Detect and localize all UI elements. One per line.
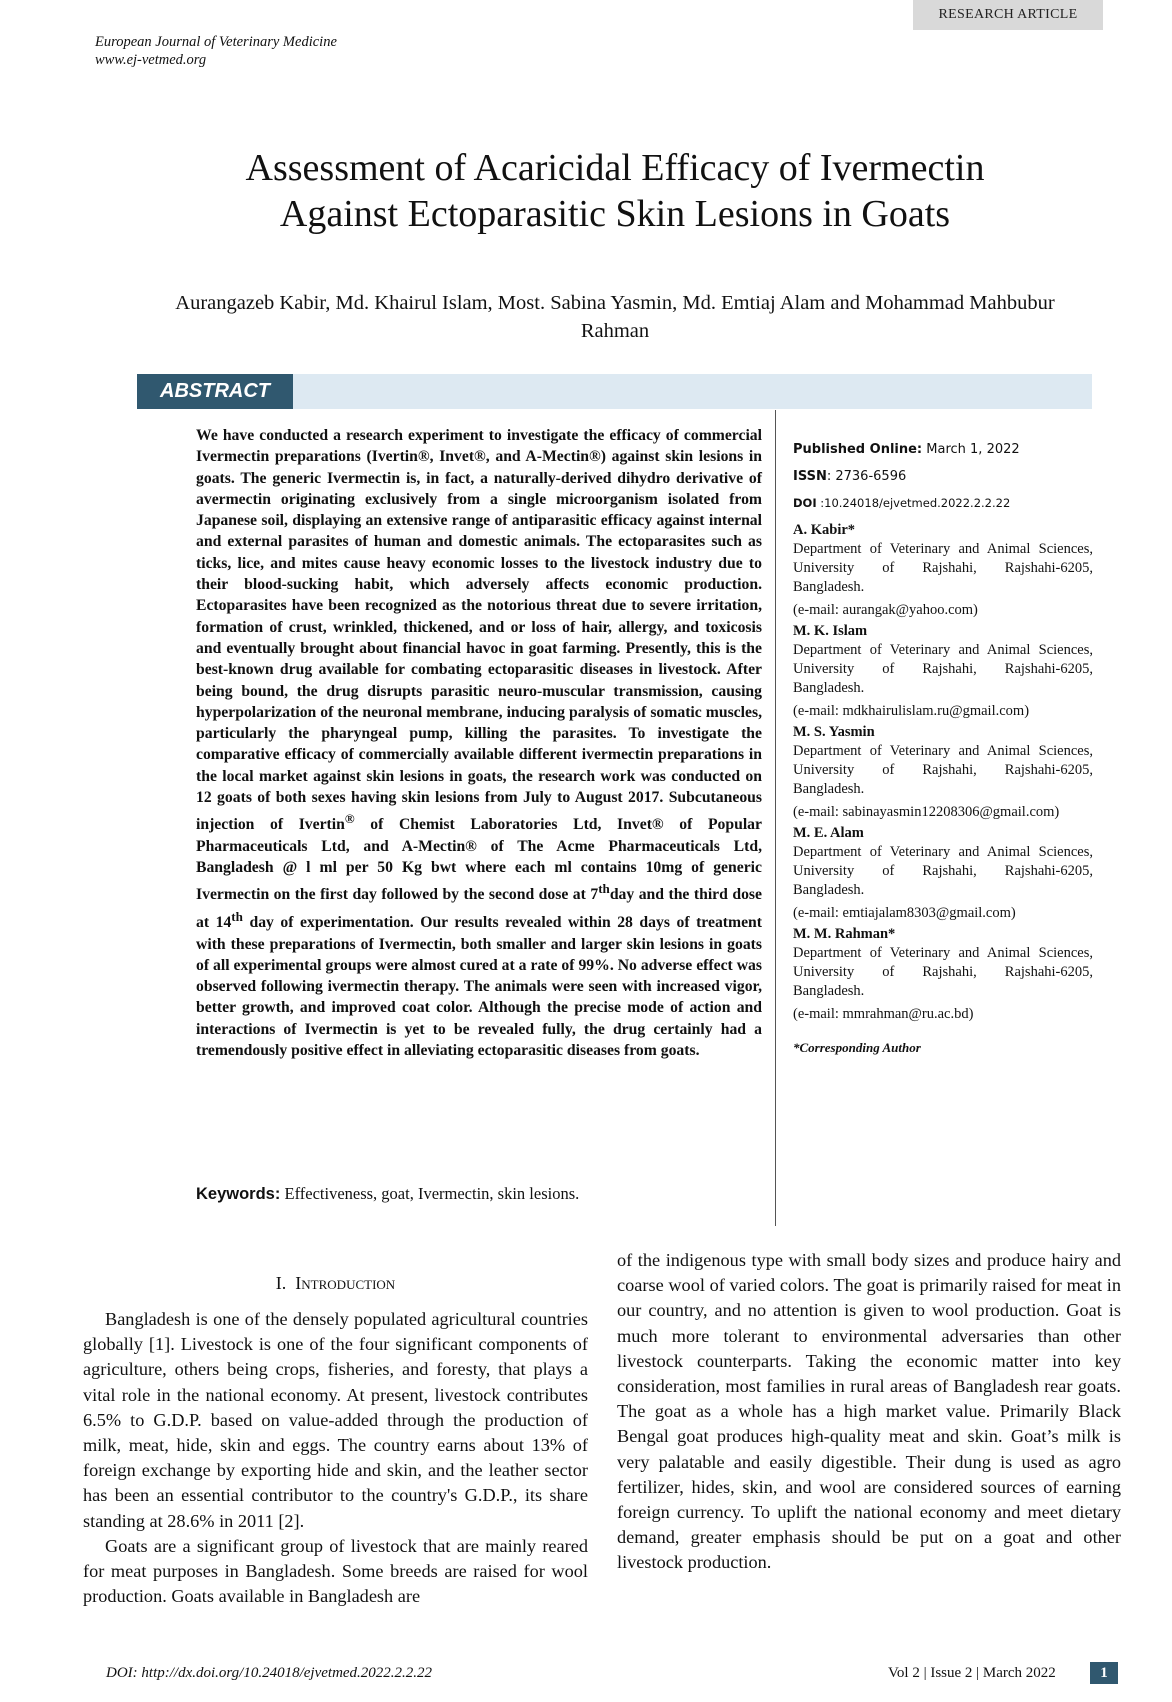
author-affiliation bbox=[793, 723, 1093, 822]
affiliation-email[interactable]: (e-mail: mdkhairulislam.ru@gmail.com) bbox=[793, 703, 1030, 719]
affiliation-email[interactable]: (e-mail: aurangak@yahoo.com) bbox=[793, 602, 978, 618]
intro-paragraph-1: Bangladesh is one of the densely populated agricultural countries globally [1]. Livestock is one of the four significant components of agriculture, others being crops, fisheries, and foresty, that plays a vital role in the national economy. At present, livestock contributes 6.5% to G.D.P. based on value-added through the production of milk, meat, hide, skin and eggs. The country earns about 13% of foreign exchange by exporting hide and skin, and the leather sector has been an essential contributor to the country's G.D.P., its share standing at 28.6% in 2011 [2]. bbox=[83, 1309, 588, 1531]
column-divider bbox=[775, 410, 776, 1226]
keywords bbox=[196, 1183, 796, 1205]
abstract-sup-2: th bbox=[598, 881, 610, 897]
keywords-text: Effectiveness, goat, Ivermectin, skin lesions. bbox=[280, 1184, 580, 1203]
title-line-2: Against Ectoparasitic Skin Lesions in Goats bbox=[279, 193, 951, 235]
abstract-label: ABSTRACT bbox=[137, 374, 293, 409]
published-value: March 1, 2022 bbox=[922, 442, 1020, 457]
abstract-part-2: of Chemist Laboratories Ltd, Invet® of Popular Pharmaceuticals Ltd, and A-Mectin® of The Acme Pharmaceuticals Ltd, Bangladesh @ l ml per 50 Kg bwt where each ml contains 10mg of generic Ivermectin on the first day followed by the second dose at 7 bbox=[196, 816, 762, 904]
footer-doi[interactable]: DOI: http://dx.doi.org/10.24018/ejvetmed.2022.2.2.22 bbox=[106, 1665, 433, 1681]
abstract-part-4: day of experimentation. Our results revealed within 28 days of treatment with these preparations of Ivermectin, both smaller and larger skin lesions in goats of all experimental groups were almost cured at a rate of 99%. No adverse effect was observed following ivermectin therapy. The animals were seen with increased vigor, better growth, and improved coat color. Although the precise mode of action and interactions of Ivermectin is yet to be revealed fully, the drug certainly had a tremendously positive effect in alleviating ectoparasitic diseases from goats. bbox=[196, 914, 762, 1060]
affiliation-author-name: M. K. Islam bbox=[793, 623, 868, 639]
doi-label: DOI bbox=[793, 496, 817, 510]
author-list: Aurangazeb Kabir, Md. Khairul Islam, Most. Sabina Yasmin, Md. Emtiaj Alam and Mohammad Mahbubur Rahman bbox=[175, 292, 1055, 342]
article-info-sidebar bbox=[793, 440, 1093, 1057]
journal-name: European Journal of Veterinary Medicine bbox=[95, 34, 337, 50]
abstract-text bbox=[196, 425, 762, 1061]
affiliation-email[interactable]: (e-mail: mmrahman@ru.ac.bd) bbox=[793, 1006, 974, 1022]
published-label: Published Online: bbox=[793, 442, 923, 457]
affiliation-department: Department of Veterinary and Animal Sciences, University of Rajshahi, Rajshahi-6205, Bangladesh. bbox=[793, 844, 1093, 898]
published-date bbox=[793, 440, 1093, 459]
section-number: I. bbox=[275, 1273, 287, 1293]
intro-paragraph-2: Goats are a significant group of livestock that are mainly reared for meat purposes in Bangladesh. Some breeds are raised for wool production. Goats available in Bangladesh are bbox=[83, 1535, 588, 1607]
affiliation-author-name: M. M. Rahman* bbox=[793, 926, 896, 942]
journal-url[interactable]: www.ej-vetmed.org bbox=[95, 52, 207, 68]
affiliation-author-name: M. S. Yasmin bbox=[793, 724, 875, 740]
affiliation-author-name: M. E. Alam bbox=[793, 825, 864, 841]
section-heading-introduction bbox=[83, 1273, 588, 1294]
body-column-left bbox=[83, 1307, 588, 1609]
intro-paragraph-2-continued: of the indigenous type with small body sizes and produce hairy and coarse wool of varied colors. The goat is primarily raised for meat in our country, and no attention is given to wool production. Goat is much more tolerant to environmental adversaries than other livestock counterparts. Taking the economic matter into key consideration, most families in rural areas of Bangladesh rear goats. The goat as a whole has a high market value. Primarily Black Bengal goat produces high-quality meat and skin. Goat’s milk is very palatable and easily digestible. Their dung is used as agro fertilizer, hides, skin, and wool are considered sources of earning foreign currency. To uplift the national economy and meet dietary demand, greater emphasis should be put on a goat and other livestock production. bbox=[617, 1250, 1121, 1573]
affiliation-department: Department of Veterinary and Animal Sciences, University of Rajshahi, Rajshahi-6205, Bangladesh. bbox=[793, 541, 1093, 595]
doi bbox=[793, 494, 1093, 513]
affiliation-department: Department of Veterinary and Animal Sciences, University of Rajshahi, Rajshahi-6205, Bangladesh. bbox=[793, 642, 1093, 696]
affiliation-email[interactable]: (e-mail: emtiajalam8303@gmail.com) bbox=[793, 905, 1016, 921]
abstract-sup-3: th bbox=[231, 909, 243, 924]
author-affiliation bbox=[793, 521, 1093, 620]
journal-header bbox=[95, 33, 337, 69]
abstract-sup-1: ® bbox=[344, 811, 355, 827]
issn-label: ISSN bbox=[793, 469, 827, 484]
abstract-part-3: day and the third dose at 14 bbox=[196, 886, 762, 932]
footer-volume-issue: Vol 2 | Issue 2 | March 2022 bbox=[888, 1665, 1056, 1681]
author-affiliation bbox=[793, 824, 1093, 923]
affiliation-department: Department of Veterinary and Animal Sciences, University of Rajshahi, Rajshahi-6205, Bangladesh. bbox=[793, 945, 1093, 999]
affiliation-email[interactable]: (e-mail: sabinayasmin12208306@gmail.com) bbox=[793, 804, 1060, 820]
affiliation-author-name: A. Kabir* bbox=[793, 522, 856, 538]
issn bbox=[793, 467, 1093, 486]
body-column-right bbox=[617, 1248, 1121, 1576]
author-affiliation bbox=[793, 622, 1093, 721]
abstract-part-1: We have conducted a research experiment to investigate the efficacy of commercial Ivermectin preparations (Ivertin®, Invet®, and A-Mectin®) against skin lesions in goats. The generic Ivermectin is, in fact, a naturally-derived dihydro derivative of avermectin originating exclusively from a single microorganism isolated from Japanese soil, displaying an extensive range of antiparasitic efficacy against internal and external parasites of human and domestic animals. The ectoparasites such as ticks, lice, and mites cause heavy economic losses to the livestock industry due to their blood-sucking habit, which adversely affects economic production. Ectoparasites have been recognized as the notorious threat due to severe irritation, formation of crust, wrinkled, thickened, and or loss of hair, allergy, and toxicosis and eventually brought about financial havoc in goat farming. Presently, this is the best-known drug available for combating ectoparasitic diseases in livestock. After being bound, the drug disrupts parasitic neuro-muscular transmission, causing hyperpolarization of the neuronal membrane, inducing paralysis of somatic muscles, particularly the pharyngeal pump, killing the parasites. To investigate the comparative efficacy of commercially available different ivermectin preparations in the local market against skin lesions in goats, the research work was conducted on 12 goats of both sexes having skin lesions from July to August 2017. Subcutaneous injection of Ivertin bbox=[196, 427, 762, 834]
keywords-label: Keywords: bbox=[196, 1185, 281, 1203]
page-number: 1 bbox=[1090, 1662, 1118, 1684]
affiliation-department: Department of Veterinary and Animal Sciences, University of Rajshahi, Rajshahi-6205, Bangladesh. bbox=[793, 743, 1093, 797]
article-type-badge: RESEARCH ARTICLE bbox=[913, 0, 1103, 30]
author-affiliation bbox=[793, 925, 1093, 1024]
title-line-1: Assessment of Acaricidal Efficacy of Ivermectin bbox=[245, 147, 985, 189]
issn-value: : 2736-6596 bbox=[826, 469, 907, 484]
section-title: Introduction bbox=[295, 1273, 396, 1293]
corresponding-author-note: *Corresponding Author bbox=[793, 1040, 921, 1055]
doi-value[interactable]: :10.24018/ejvetmed.2022.2.2.22 bbox=[816, 496, 1011, 510]
article-title bbox=[150, 145, 1080, 237]
